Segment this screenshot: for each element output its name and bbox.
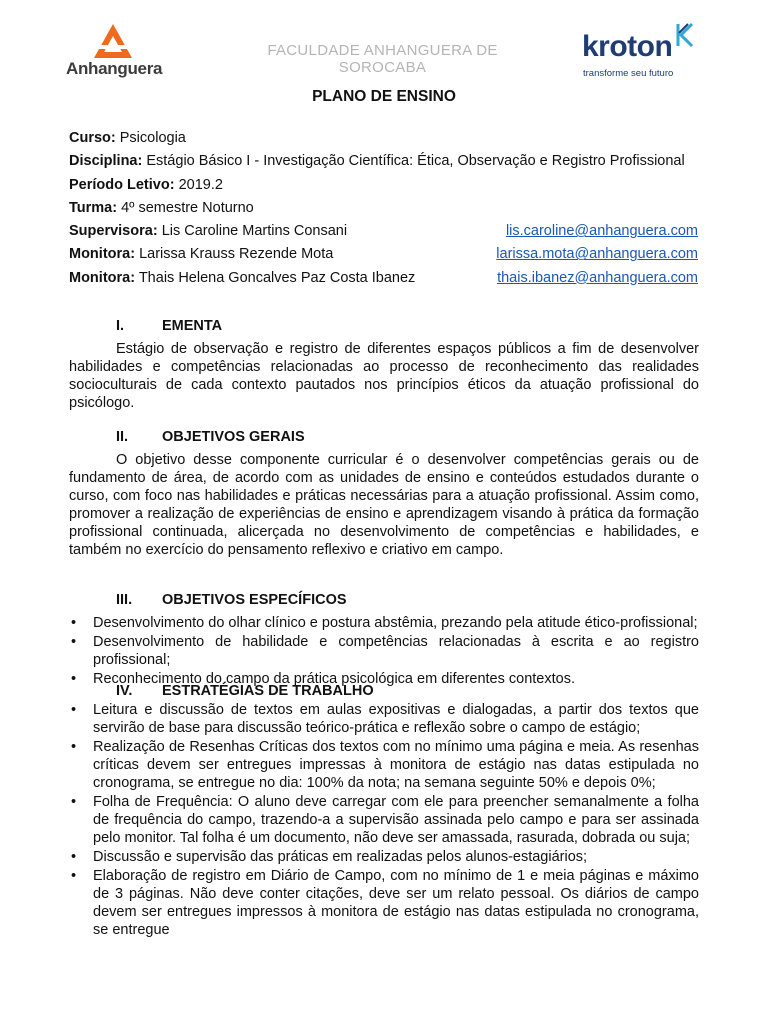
bullet-icon: • xyxy=(71,702,77,718)
supervisora-email-link[interactable]: lis.caroline@anhanguera.com xyxy=(505,223,698,240)
info-row-curso xyxy=(69,130,698,153)
curso-label: Curso: xyxy=(69,130,116,146)
section-title: EMENTA xyxy=(162,318,223,334)
disciplina-label: Disciplina: xyxy=(69,153,143,170)
list-item-text: Folha de Frequência: O aluno deve carregar com ele para preencher semanalmente a folha de frequência do campo, trazendo-a a supervisão assinada pelo campo e para ser assinada pelo monitor. Tal folha é um documento, não deve ser amassada, rasurada, dobrada ou suja; xyxy=(93,794,699,846)
section-heading xyxy=(69,683,699,701)
bullet-icon: • xyxy=(71,671,77,687)
info-row-monitora-2 xyxy=(69,270,698,293)
objetivos-especificos-list xyxy=(69,614,699,688)
section-estrategias xyxy=(69,683,699,940)
kroton-logo xyxy=(582,20,702,80)
section-ementa xyxy=(69,318,699,412)
list-item-text: Realização de Resenhas Críticas dos textos com no mínimo uma página e meia. As resenhas críticas devem ser entregues impressas à monitora de estágio nas datas estipulada no cronograma, se entregue no dia: 100% da nota; na semana seguinte 50% e depois 0%; xyxy=(93,739,699,791)
list-item xyxy=(69,738,699,792)
list-item-text: Discussão e supervisão das práticas em realizadas pelos alunos-estagiários; xyxy=(93,849,588,865)
list-item xyxy=(69,633,699,669)
bullet-icon: • xyxy=(71,868,77,884)
info-row-periodo xyxy=(69,177,698,200)
section-title: OBJETIVOS GERAIS xyxy=(162,429,305,445)
list-item xyxy=(69,848,699,866)
supervisora-label: Supervisora: xyxy=(69,223,158,240)
anhanguera-triangle-icon xyxy=(94,24,132,58)
bullet-icon: • xyxy=(71,794,77,810)
section-number: I. xyxy=(116,318,125,334)
section-number: IV. xyxy=(116,683,133,699)
anhanguera-logo xyxy=(66,24,163,80)
ementa-text: Estágio de observação e registro de diferentes espaços públicos a fim de desenvolver habilidades e competências relacionadas ao processo de reconhecimento das realidades socioculturais de cada contexto pautados nos princípios éticos da atuação profissional do psicólogo. xyxy=(69,341,699,411)
monitora-1-value: Larissa Krauss Rezende Mota xyxy=(139,246,334,263)
section-objetivos-gerais xyxy=(69,429,699,559)
section-title: ESTRATÉGIAS DE TRABALHO xyxy=(162,683,374,699)
list-item xyxy=(69,867,699,939)
info-row-turma xyxy=(69,200,698,223)
info-row-supervisora xyxy=(69,223,698,246)
list-item-text: Reconhecimento do campo da prática psicológica em diferentes contextos. xyxy=(93,671,575,687)
section-title: OBJETIVOS ESPECÍFICOS xyxy=(162,592,347,608)
section-heading xyxy=(69,592,699,614)
anhanguera-wordmark: Anhanguera xyxy=(66,59,163,78)
list-item-text: Desenvolvimento do olhar clínico e postura abstêmia, prezando pela atitude ético-profissional; xyxy=(93,615,698,631)
monitora-2-label: Monitora: xyxy=(69,269,136,286)
list-item-text: Leitura e discussão de textos em aulas expositivas e dialogadas, a partir dos textos que servirão de base para discussão teórico-prática e reflexão sobre o campo de estágio; xyxy=(93,702,699,736)
page-title: PLANO DE ENSINO xyxy=(312,88,456,105)
section-heading xyxy=(69,429,699,451)
list-item-text: Desenvolvimento de habilidade e competências relacionadas à escrita e ao registro profissional; xyxy=(93,634,699,668)
kroton-wordmark: kroton xyxy=(582,30,673,63)
section-heading xyxy=(69,318,699,340)
turma-value: 4º semestre Noturno xyxy=(121,199,254,216)
section-objetivos-especificos xyxy=(69,592,699,689)
bullet-icon: • xyxy=(71,739,77,755)
curso-value: Psicologia xyxy=(119,130,186,146)
monitora-2-email-link[interactable]: thais.ibanez@anhanguera.com xyxy=(497,269,698,286)
info-row-disciplina xyxy=(69,153,698,176)
list-item-text: Elaboração de registro em Diário de Campo, com no mínimo de 1 e meia páginas e máximo de 3 páginas. Não deve conter citações, deve ser um relato pessoal. Os diários de campo devem ser entregues impressos à monitora de estágio nas datas estipulada no cronograma, se entregue xyxy=(93,868,699,938)
objetivos-gerais-text: O objetivo desse componente curricular é o desenvolver competências gerais ou de fundamento de área, de acordo com as unidades de ensino e conteúdos estudados durante o curso, com foco nas habilidades e práticas necessárias para a atuação profissional. Assim como, promover a realização de experiências de ensino e aprendizagem visando à prática da formação profissional continuada, alicerçada no desenvolvimento de competências e habilidades, e também no exercício do pensamento reflexivo e criativo em campo. xyxy=(69,452,699,558)
monitora-2-value: Thais Helena Goncalves Paz Costa Ibanez xyxy=(138,269,416,286)
list-item xyxy=(69,793,699,847)
list-item xyxy=(69,614,699,632)
bullet-icon: • xyxy=(71,615,77,631)
list-item xyxy=(69,701,699,737)
faculty-name: FACULDADE ANHANGUERA DE SOROCABA xyxy=(267,42,498,76)
monitora-1-email-link[interactable]: larissa.mota@anhanguera.com xyxy=(496,246,698,263)
turma-label: Turma: xyxy=(69,199,118,216)
estrategias-list xyxy=(69,701,699,939)
course-info xyxy=(69,130,698,293)
monitora-1-label: Monitora: xyxy=(69,246,136,263)
section-number: III. xyxy=(116,592,133,608)
section-number: II. xyxy=(116,429,129,445)
bullet-icon: • xyxy=(71,849,77,865)
kroton-k-icon xyxy=(674,22,696,48)
disciplina-value: Estágio Básico I - Investigação Científica: Ética, Observação e Registro Profissional xyxy=(146,153,685,170)
kroton-tagline: transforme seu futuro xyxy=(583,68,674,79)
supervisora-value: Lis Caroline Martins Consani xyxy=(161,223,348,240)
periodo-value: 2019.2 xyxy=(178,176,223,193)
periodo-label: Período Letivo: xyxy=(69,176,175,193)
info-row-monitora-1 xyxy=(69,246,698,269)
bullet-icon: • xyxy=(71,634,77,650)
